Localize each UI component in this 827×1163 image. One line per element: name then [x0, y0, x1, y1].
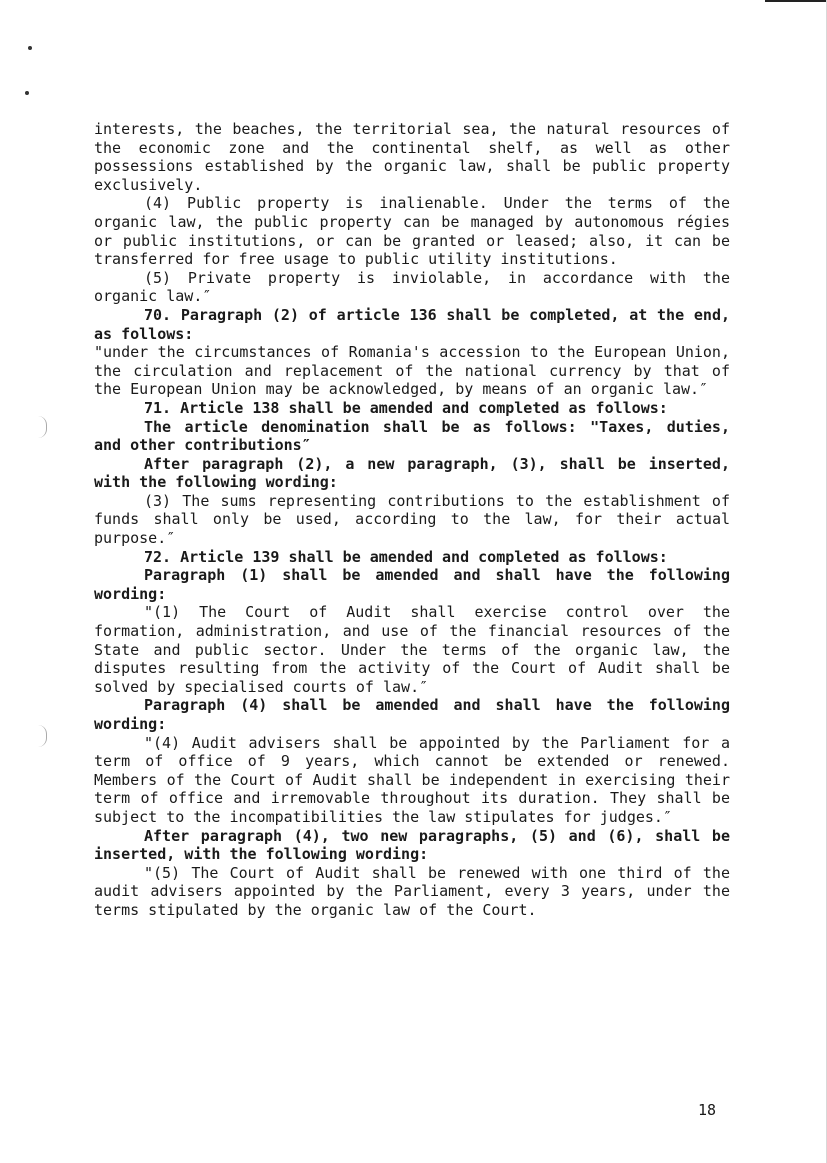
binding-hole: [38, 725, 47, 747]
scan-speck: [28, 46, 32, 50]
paragraph: (4) Public property is inalienable. Under the terms of the organic law, the public property can be managed by autonomous régies or public institutions, or can be granted or leased; also, it can be transferred for free usage to public utility institutions.: [94, 194, 730, 269]
scan-edge-top: [765, 0, 827, 2]
heading-paragraph: The article denomination shall be as follows: "Taxes, duties, and other contributions″: [94, 417, 730, 455]
paragraph: (5) Private property is inviolable, in accordance with the organic law.″: [94, 268, 730, 306]
paragraph: "under the circumstances of Romania's accession to the European Union, the circulation and replacement of the national currency by that of the European Union may be acknowledged, by means of an organic law.″: [94, 343, 730, 399]
binding-hole: [38, 416, 47, 438]
paragraph: interests, the beaches, the territorial sea, the natural resources of the economic zone and the continental shelf, as well as other possessions established by the organic law, shall be public property exclusively.: [94, 120, 730, 194]
heading-paragraph: 72. Article 139 shall be amended and completed as follows:: [144, 547, 668, 566]
document-body: [94, 120, 730, 920]
heading-paragraph: Paragraph (4) shall be amended and shall have the following wording:: [94, 696, 730, 733]
heading-paragraph: Paragraph (1) shall be amended and shall have the following wording:: [94, 566, 730, 603]
paragraph: "(1) The Court of Audit shall exercise control over the formation, administration, and use of the financial resources of the State and public sector. Under the terms of the organic law, the disputes resulting from the activity of the Court of Audit shall be solved by specialised courts of law.″: [94, 603, 730, 696]
heading-paragraph: After paragraph (2), a new paragraph, (3), shall be inserted, with the following wording:: [94, 454, 730, 492]
paragraph: (3) The sums representing contributions to the establishment of funds shall only be used, according to the law, for their actual purpose.″: [94, 491, 730, 548]
paragraph: "(4) Audit advisers shall be appointed by the Parliament for a term of office of 9 years, which cannot be extended or renewed. Members of the Court of Audit shall be independent in exercising their term of office and irremovable throughout its duration. They shall be subject to the incompatibilities the law stipulates for judges.″: [94, 733, 730, 826]
heading-paragraph: 71. Article 138 shall be amended and completed as follows:: [144, 398, 668, 417]
page-number: 18: [698, 1101, 717, 1119]
paragraph: "(5) The Court of Audit shall be renewed with one third of the audit advisers appointed by the Parliament, every 3 years, under the terms stipulated by the organic law of the Court.: [94, 863, 730, 919]
scan-speck: [25, 91, 29, 95]
heading-paragraph: After paragraph (4), two new paragraphs, (5) and (6), shall be inserted, with the following wording:: [94, 826, 730, 864]
heading-paragraph: 70. Paragraph (2) of article 136 shall be completed, at the end, as follows:: [94, 305, 730, 343]
